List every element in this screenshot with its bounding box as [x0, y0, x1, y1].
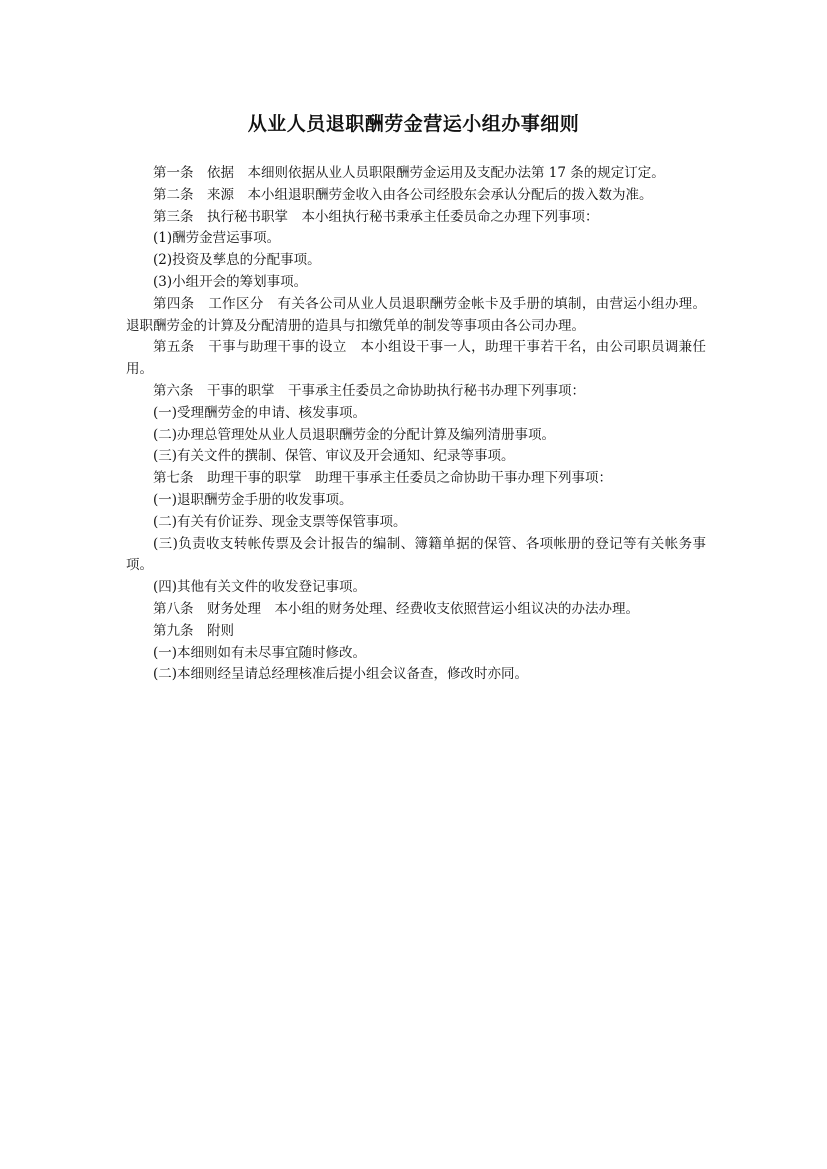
article-3-paragraph: 第三条 执行秘书职掌 本小组执行秘书秉承主任委员命之办理下列事项： [153, 208, 599, 225]
article-3-item-2: (2)投资及孳息的分配事项。 [153, 252, 321, 269]
article-4-paragraph: 第四条 工作区分 有关各公司从业人员退职酬劳金帐卡及手册的填制，由营运小组办理。退职酬劳金的计算及分配清册的造具与扣缴凭单的制发等事项由各公司办理。 [126, 295, 706, 334]
article-2-paragraph: 第二条 来源 本小组退职酬劳金收入由各公司经股东会承认分配后的拨入数为准。 [153, 186, 653, 203]
article-1-paragraph: 第一条 依据 本细则依据从业人员职限酬劳金运用及支配办法第 17 条的规定订定。 [153, 165, 665, 181]
article-7-paragraph: 第七条 助理干事的职掌 助理干事承主任委员之命协助干事办理下列事项： [153, 470, 612, 487]
article-7-item-3: (三)负责收支转帐传票及会计报告的编制、簿籍单据的保管、各项帐册的登记等有关帐务事项。 [126, 535, 706, 574]
article-6-item-1: (一)受理酬劳金的申请、核发事项。 [153, 404, 367, 421]
article-9-item-2: (二)本细则经呈请总经理核准后提小组会议备查，修改时亦同。 [153, 666, 529, 683]
article-9-item-1: (一)本细则如有未尽事宜随时修改。 [153, 644, 367, 661]
article-7-item-2: (二)有关有价证券、现金支票等保管事项。 [153, 513, 407, 530]
article-3-item-1: (1)酬劳金营运事项。 [153, 230, 281, 247]
article-8-paragraph: 第八条 财务处理 本小组的财务处理、经费收支依照营运小组议决的办法办理。 [153, 600, 639, 617]
document-title: 从业人员退职酬劳金营运小组办事细则 [247, 113, 580, 135]
article-7-item-4: (四)其他有关文件的收发登记事项。 [153, 579, 367, 596]
article-7-item-1: (一)退职酬劳金手册的收发事项。 [153, 491, 353, 508]
article-5-paragraph: 第五条 干事与助理干事的设立 本小组设干事一人，助理干事若干名，由公司职员调兼任用。 [126, 339, 706, 378]
article-6-paragraph: 第六条 干事的职掌 干事承主任委员之命协助执行秘书办理下列事项： [153, 382, 585, 399]
article-6-item-3: (三)有关文件的撰制、保管、审议及开会通知、纪录等事项。 [153, 448, 515, 465]
document-body [126, 163, 706, 686]
article-6-item-2: (二)办理总管理处从业人员退职酬劳金的分配计算及编列清册事项。 [153, 426, 556, 443]
article-9-paragraph: 第九条 附则 [153, 622, 234, 639]
article-3-item-3: (3)小组开会的筹划事项。 [153, 273, 308, 290]
